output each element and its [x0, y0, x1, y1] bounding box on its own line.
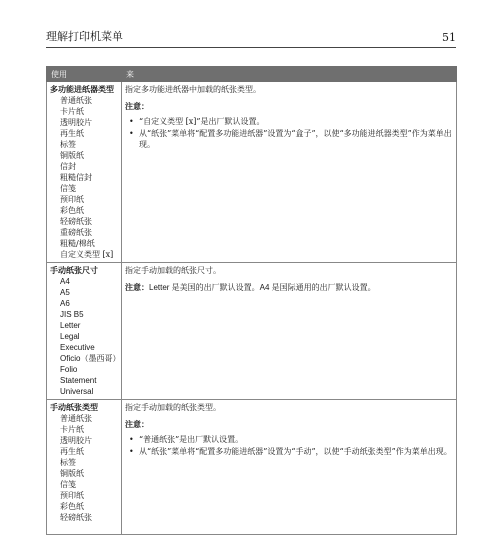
option-item: 信笺: [60, 480, 76, 489]
menu-item-title: 手动纸张尺寸: [50, 265, 98, 275]
description-cell: [122, 263, 457, 400]
note-text: “自定义类型 [x]”是出厂默认设置。: [139, 117, 265, 126]
description-text: 指定手动加载的纸张尺寸。: [125, 266, 221, 275]
option-item: 自定义类型 [x]: [60, 250, 114, 259]
page-number: 51: [442, 31, 456, 44]
note-text: Letter 是美国的出厂默认设置。A4 是国际通用的出厂默认设置。: [149, 283, 376, 292]
option-item: Folio: [60, 365, 78, 374]
option-item: 信封: [60, 162, 76, 171]
option-item: 铜版纸: [60, 151, 84, 160]
option-item: 铜版纸: [60, 469, 84, 478]
header-divider: [46, 47, 456, 48]
option-item: 彩色纸: [60, 206, 84, 215]
option-item: 彩色纸: [60, 502, 84, 511]
description-cell: [122, 82, 457, 263]
table-header-row: [47, 67, 457, 82]
note-item: [125, 434, 453, 445]
note-label: 注意：: [125, 101, 149, 111]
option-item: 轻磅纸张: [60, 513, 92, 522]
column-header-usage: 使用: [47, 67, 122, 82]
option-item: Executive: [60, 343, 95, 352]
note-text: 从“纸张”菜单将“配置多功能进纸器”设置为“盒子”，以使“多功能进纸器类型”作为菜单出现。: [139, 129, 452, 149]
menu-item-cell: [47, 263, 122, 400]
option-item: 粗糙信封: [60, 173, 92, 182]
menu-item-title: 手动纸张类型: [50, 402, 98, 412]
description-text: 指定手动加载的纸张类型。: [125, 403, 221, 412]
option-item: 卡片纸: [60, 107, 84, 116]
option-item: A5: [60, 288, 70, 297]
option-item: A6: [60, 299, 70, 308]
table-row: [47, 82, 457, 263]
option-item: Statement: [60, 376, 97, 385]
note-item: [125, 116, 453, 127]
bullet-icon: •: [129, 435, 134, 444]
note-label: 注意：: [125, 282, 149, 292]
note-text: 从“纸张”菜单将“配置多功能进纸器”设置为“手动”，以使“手动纸张类型”作为菜单出现。: [139, 447, 452, 456]
description-text: 指定多功能进纸器中加载的纸张类型。: [125, 85, 261, 94]
option-item: 透明胶片: [60, 118, 92, 127]
option-item: Oficio（墨西哥）: [60, 354, 121, 363]
page-header: [46, 30, 456, 44]
option-item: 卡片纸: [60, 425, 84, 434]
option-item: 粗糙/棉纸: [60, 239, 95, 248]
note-item: [125, 446, 453, 457]
option-item: JIS B5: [60, 310, 84, 319]
note-label: 注意：: [125, 419, 149, 429]
note-text: “普通纸张”是出厂默认设置。: [139, 435, 244, 444]
option-item: 重磅纸张: [60, 228, 92, 237]
option-item: 普通纸张: [60, 96, 92, 105]
option-item: 再生纸: [60, 129, 84, 138]
option-item: Letter: [60, 321, 81, 330]
option-item: 透明胶片: [60, 436, 92, 445]
option-item: 信笺: [60, 184, 76, 193]
bullet-icon: •: [129, 447, 134, 456]
option-item: 标签: [60, 458, 76, 467]
table-row: [47, 400, 457, 535]
option-item: A4: [60, 277, 70, 286]
notes-list: [125, 116, 453, 150]
option-item: Universal: [60, 387, 94, 396]
option-item: 预印纸: [60, 491, 84, 500]
option-item: Legal: [60, 332, 80, 341]
option-item: 标签: [60, 140, 76, 149]
note-line: [125, 282, 453, 293]
menu-table: [46, 66, 457, 535]
option-item: 再生纸: [60, 447, 84, 456]
bullet-icon: •: [129, 117, 134, 126]
column-header-purpose: 来: [122, 67, 457, 82]
section-title: 理解打印机菜单: [46, 30, 123, 43]
table-row: [47, 263, 457, 400]
option-item: 预印纸: [60, 195, 84, 204]
menu-item-cell: [47, 82, 122, 263]
option-item: 轻磅纸张: [60, 217, 92, 226]
option-item: 普通纸张: [60, 414, 92, 423]
menu-item-title: 多功能进纸器类型: [50, 84, 114, 94]
note-item: [125, 128, 453, 150]
notes-list: [125, 434, 453, 457]
menu-item-cell: [47, 400, 122, 535]
description-cell: [122, 400, 457, 535]
bullet-icon: •: [129, 129, 134, 138]
